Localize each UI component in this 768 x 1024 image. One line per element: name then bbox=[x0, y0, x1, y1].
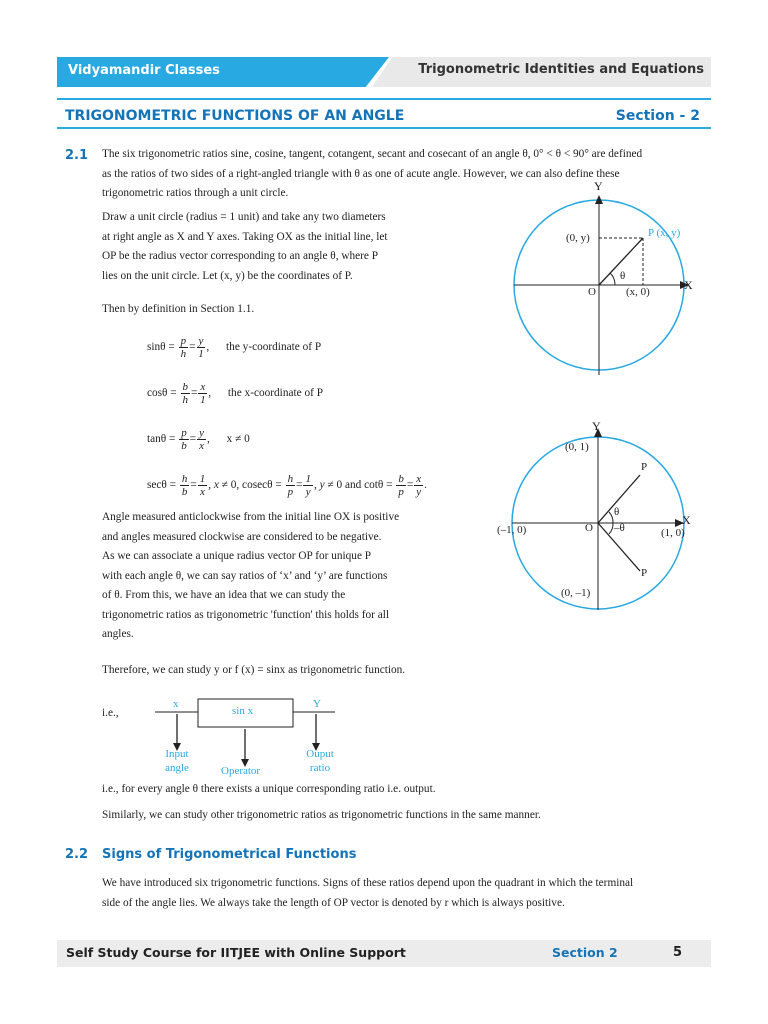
flow-output-label: Ouput ratio bbox=[306, 748, 334, 774]
fig2-origin: O bbox=[585, 522, 593, 534]
fig2-right-point: (1, 0) bbox=[661, 527, 685, 539]
draw-line-4: lies on the unit circle. Let (x, y) be the coordinates of P. bbox=[102, 269, 353, 282]
footer-section: Section 2 bbox=[552, 945, 618, 960]
angle-line-2: and angles measured clockwise are considered to be negative. bbox=[102, 530, 382, 543]
section-rule-bottom bbox=[57, 127, 711, 129]
fig2-y-label: Y bbox=[592, 419, 601, 433]
fig1-y-point: (0, y) bbox=[566, 232, 590, 244]
tan-formula: tanθ = $\frac{p}{b}$ = $\frac{y}{x}$ , x ≠ 0 bbox=[147, 426, 250, 452]
flow-input-label: Input angle bbox=[165, 748, 189, 774]
signs-paragraph bbox=[102, 874, 714, 913]
fig2-p-upper: P bbox=[641, 461, 648, 473]
intro-line-1: The six trigonometric ratios sine, cosine, tangent, cotangent, secant and cosecant of an angle θ, 0° < θ < 90° are defined bbox=[102, 148, 643, 160]
section-number-2-1: 2.1 bbox=[65, 148, 89, 163]
section-rule-top bbox=[57, 98, 711, 100]
theta-arc bbox=[610, 273, 615, 285]
fig2-p-lower: P bbox=[641, 567, 648, 579]
section-title: TRIGONOMETRIC FUNCTIONS OF AN ANGLE bbox=[65, 108, 405, 124]
intro-line-2: as the ratios of two sides of a right-angled triangle with θ as one of acute angle. However, we can also define these bbox=[102, 167, 620, 180]
footer-course: Self Study Course for IITJEE with Online Support bbox=[66, 945, 406, 960]
section-2-2-title: Signs of Trigonometrical Functions bbox=[102, 847, 357, 862]
tan-note: x ≠ 0 bbox=[226, 433, 250, 445]
fig1-x-point: (x, 0) bbox=[626, 286, 650, 298]
fig2-bottom-point: (0, –1) bbox=[561, 587, 591, 599]
fig1-origin: O bbox=[588, 286, 596, 298]
angle-line-3: As we can associate a unique radius vector OP for unique P bbox=[102, 550, 372, 562]
header-brand: Vidyamandir Classes bbox=[68, 63, 220, 78]
therefore-line: Therefore, we can study y or f (x) = sinx as trigonometric function. bbox=[102, 664, 406, 676]
angle-line-7: angles. bbox=[102, 628, 134, 640]
draw-paragraph bbox=[102, 208, 442, 286]
fig1-p-label: P (x, y) bbox=[648, 227, 681, 239]
fig2-x-label: X bbox=[682, 513, 691, 527]
cos-note: the x-coordinate of P bbox=[227, 387, 323, 399]
fig2-left-point: (–1, 0) bbox=[497, 524, 527, 536]
flow-box-label: sin x bbox=[232, 705, 254, 717]
negative-arc bbox=[609, 523, 613, 534]
flow-y-label: Y bbox=[313, 698, 321, 710]
fig1-y-label: Y bbox=[594, 179, 603, 193]
fig1-theta: θ bbox=[620, 270, 626, 282]
angle-paragraph bbox=[102, 508, 432, 645]
footer-page-number: 5 bbox=[673, 945, 683, 960]
signed-angle-figure bbox=[500, 420, 710, 620]
fig2-theta: θ bbox=[614, 506, 620, 518]
fig1-x-label: X bbox=[684, 278, 693, 292]
intro-line-3: trigonometric ratios through a unit circle. bbox=[102, 187, 289, 199]
fig2-neg-theta: –θ bbox=[614, 522, 625, 534]
draw-line-3: OP be the radius vector corresponding to an angle θ, where P bbox=[102, 250, 379, 262]
sin-note: the y-coordinate of P bbox=[226, 341, 322, 353]
draw-line-2: at right angle as X and Y axes. Taking OX as the initial line, let bbox=[102, 230, 388, 243]
angle-line-1: Angle measured anticlockwise from the initial line OX is positive bbox=[102, 511, 400, 523]
sec-cosec-cot-formula: secθ = $\frac{h}{b}$ = $\frac{1}{x}$ , x ≠ 0, cosecθ = $\frac{h}{p}$ = $\frac{1}{y}$ , y ≠ 0 and cotθ = $\frac{b}{p}$ = $\frac{x}{y}$ . bbox=[147, 472, 427, 498]
section-label: Section - 2 bbox=[615, 108, 700, 124]
every-line: i.e., for every angle θ there exists a unique corresponding ratio i.e. output. bbox=[102, 783, 436, 795]
signs-line-2: side of the angle lies. We always take the length of OP vector is denoted by r which is always positive. bbox=[102, 896, 565, 909]
fig2-top-point: (0, 1) bbox=[565, 441, 589, 453]
angle-line-6: trigonometric ratios as trigonometric 'function' this holds for all bbox=[102, 608, 390, 621]
positive-arc bbox=[609, 512, 613, 523]
sin-formula: sinθ = $\frac{p}{h}$ = $\frac{y}{1}$ , the y-coordinate of P bbox=[147, 334, 322, 360]
angle-line-5: of θ. From this, we have an idea that we can study the bbox=[102, 589, 346, 601]
cos-formula: cosθ = $\frac{b}{h}$ = $\frac{x}{1}$ , the x-coordinate of P bbox=[147, 380, 323, 406]
signs-line-1: We have introduced six trigonometric functions. Signs of these ratios depend upon the quadrant in which the terminal bbox=[102, 877, 634, 889]
unit-circle-figure bbox=[500, 180, 710, 380]
section-number-2-2: 2.2 bbox=[65, 847, 89, 862]
ie-label: i.e., bbox=[102, 707, 119, 719]
draw-line-1: Draw a unit circle (radius = 1 unit) and take any two diameters bbox=[102, 211, 386, 223]
similarly-line: Similarly, we can study other trigonometric ratios as trigonometric functions in the same manner. bbox=[102, 809, 541, 821]
then-line: Then by definition in Section 1.1. bbox=[102, 303, 255, 315]
flow-operator-label: Operator bbox=[221, 765, 261, 777]
header-chapter: Trigonometric Identities and Equations bbox=[418, 62, 704, 77]
angle-line-4: with each angle θ, we can say ratios of ‘x’ and ‘y’ are functions bbox=[102, 569, 388, 582]
flow-x-label: x bbox=[173, 698, 179, 710]
